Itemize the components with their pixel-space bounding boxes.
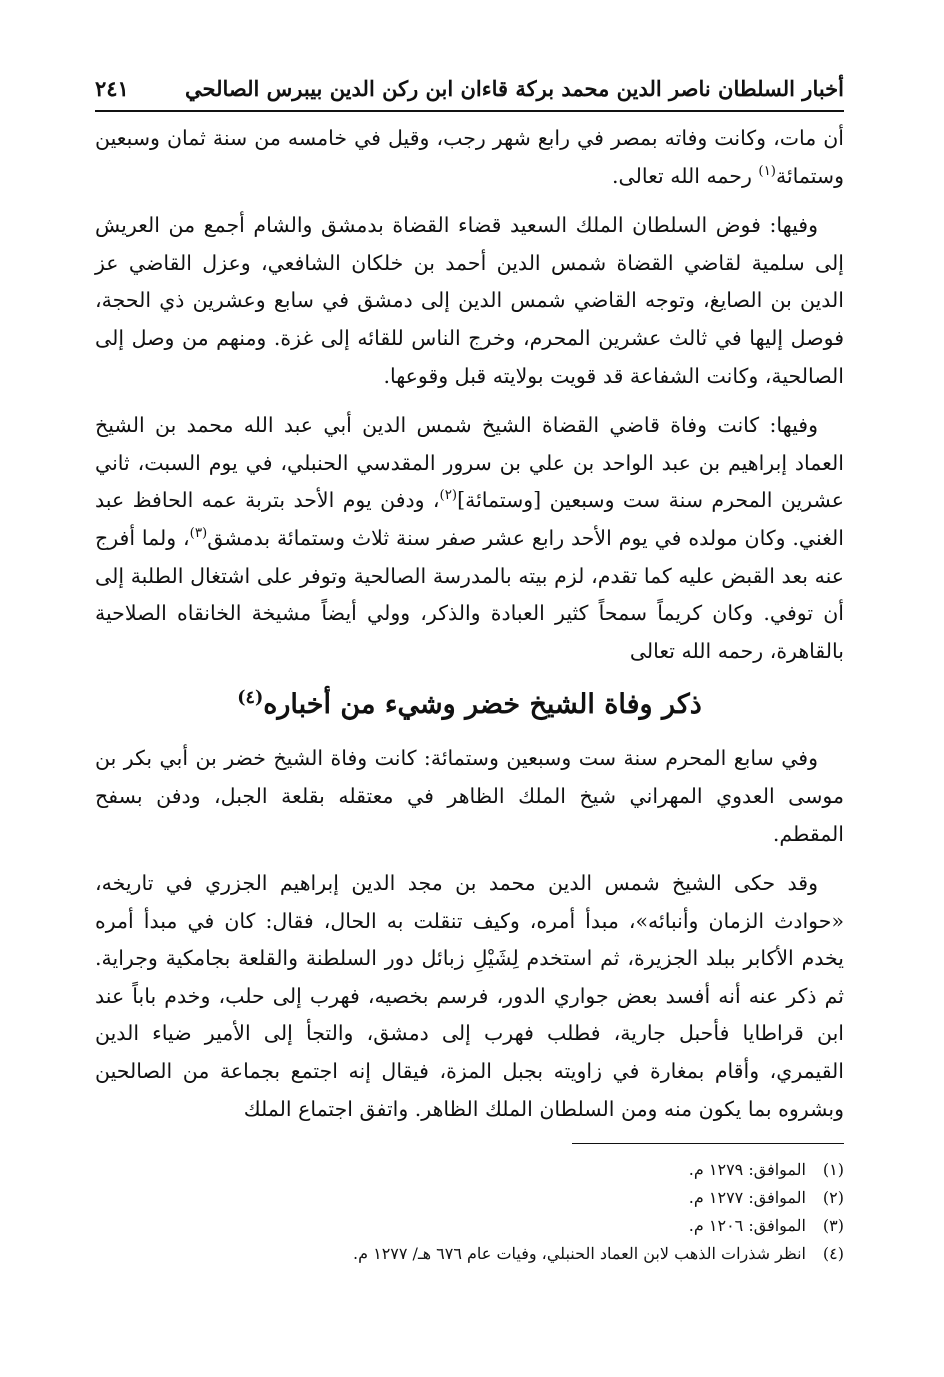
footnote-1: [95, 1156, 844, 1184]
paragraph-3-text-b: ، ودفن يوم الأحد بتربة عمه الحافظ عبد الغني. وكان مولده في يوم الأحد رابع عشر صفر سنة ثلاث وستمائة بدمشق: [95, 488, 844, 550]
running-header-title: أخبار السلطان ناصر الدين محمد بركة قاءان ابن ركن الدين بيبرس الصالحي: [185, 75, 844, 101]
footnote-text: الموافق: ١٢٧٧ م.: [688, 1188, 806, 1207]
footnote-ref-4: (٤): [237, 688, 264, 709]
footnote-text: الموافق: ١٢٧٩ م.: [688, 1160, 806, 1179]
paragraph-1: [95, 120, 844, 195]
paragraph-3-text-c: ، ولما أفرج عنه بعد القبض عليه كما تقدم، لزم بيته بالمدرسة الصالحية وتوفر على اشتغال الطلبة إلى أن توفي. وكان كريماً سمحاً كثير العبادة والذكر، وولي أيضاً مشيخة الخانقاه الصلاحية بالقاهرة، رحمه الله تعالى: [95, 525, 844, 663]
footnote-number: (٤): [822, 1244, 844, 1263]
footnote-2: [95, 1184, 844, 1212]
footnote-text: انظر شذرات الذهب لابن العماد الحنبلي، وفيات عام ٦٧٦ هـ/ ١٢٧٧ م.: [353, 1244, 806, 1263]
main-text: [95, 120, 844, 1140]
section-heading: [95, 684, 844, 726]
paragraph-3: [95, 407, 844, 670]
paragraph-1-text-a: أن مات، وكانت وفاته بمصر في رابع شهر رجب، وقيل في خامسه من سنة ثمان وسبعين وستمائة: [95, 126, 844, 188]
page-number: ٢٤١: [95, 75, 129, 101]
paragraph-1-text-b: رحمه الله تعالى.: [612, 163, 759, 188]
footnote-separator: [572, 1143, 844, 1144]
footnote-number: (٢): [822, 1188, 844, 1207]
footnotes: [95, 1156, 844, 1268]
footnote-3: [95, 1212, 844, 1240]
footnote-number: (٣): [822, 1216, 844, 1235]
footnote-4: [95, 1240, 844, 1268]
footnote-ref-1: (١): [758, 163, 776, 179]
footnote-ref-2: (٢): [439, 488, 458, 504]
paragraph-3-text-a: وفيها: كانت وفاة قاضي القضاة الشيخ شمس الدين أبي عبد الله محمد بن الشيخ العماد إبراهيم بن عبد الواحد بن علي بن سرور المقدسي الحنبلي، في يوم السبت، ثاني عشرين المحرم سنة ست وسبعين [وستمائة]: [95, 413, 844, 513]
footnote-ref-3: (٣): [189, 526, 208, 542]
section-heading-text: ذكر وفاة الشيخ خضر وشيء من أخباره: [263, 689, 702, 721]
footnote-number: (١): [822, 1160, 844, 1179]
paragraph-4: وفي سابع المحرم سنة ست وسبعين وستمائة: كانت وفاة الشيخ خضر بن أبي بكر بن موسى العدوي المهراني شيخ الملك الظاهر في معتقله بقلعة الجبل، ودفن بسفح المقطم.: [95, 746, 844, 846]
footnote-text: الموافق: ١٢٠٦ م.: [688, 1216, 806, 1235]
paragraph-2: وفيها: فوض السلطان الملك السعيد قضاء القضاة بدمشق والشام أجمع من العريش إلى سلمية لقاضي القضاة شمس الدين أحمد بن خلكان الشافعي، وعزل القاضي عز الدين بن الصايغ، وتوجه القاضي شمس الدين إلى دمشق في سابع وعشرين ذي الحجة، فوصل إليها في ثالث عشرين المحرم، وخرج الناس للقائه إلى غزة. ومنهم من وصل إلى الصالحية، وكانت الشفاعة قد قويت بولايته قبل وقوعها.: [95, 213, 844, 388]
running-header: [95, 66, 844, 112]
paragraph-5: وقد حكى الشيخ شمس الدين محمد بن مجد الدين إبراهيم الجزري في تاريخه، «حوادث الزمان وأنبائه»، مبدأ أمره، وكيف تنقلت به الحال، فقال: كان في مبدأ أمره يخدم الأكابر ببلد الجزيرة، ثم استخدم لِشَيْلِ زبائل دور السلطنة والقلعة بجامكية وجراية. ثم ذكر عنه أنه أفسد بعض جواري الدور، فرسم بخصيه، فهرب إلى حلب، وخدم باباً عند ابن قراطايا فأحبل جارية، فطلب فهرب إلى دمشق، والتجأ إلى الأمير ضياء الدين القيمري، وأقام بمغارة في زاويته بجبل المزة، فيقال إنه اجتمع بجماعة من الصالحين وبشروه بما يكون منه ومن السلطان الملك الظاهر. واتفق اجتماع الملك: [95, 871, 844, 1121]
